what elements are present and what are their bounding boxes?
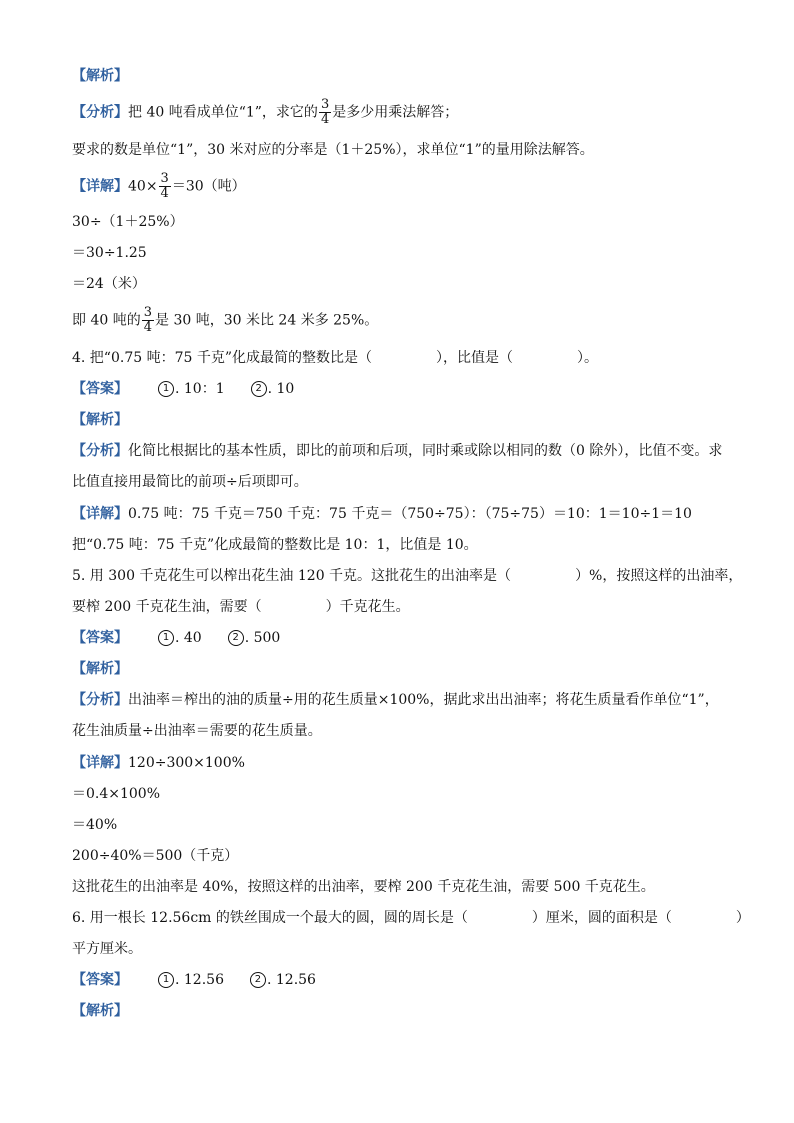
q6-question-line2: 平方厘米。 [72,941,142,957]
circled-number: 1 [158,972,174,988]
fraction: $\frac{3}{4}$ [160,171,169,201]
q5-step4: 200÷40%＝500（千克） [72,848,239,864]
circled-number: 1 [158,381,174,397]
q4-detail-line1: 【详解】0.75 吨：75 千克＝750 千克：75 千克＝（750÷75）：（75÷75）＝10：1＝10÷1＝10 [72,506,692,522]
q4-question: 4. 把“0.75 吨：75 千克”化成最简的整数比是（ ），比值是（ ）。 [72,350,599,366]
q3-analysis-line1: 【分析】把 40 吨看成单位“1”，求它的 $\frac{3}{4}$ 是多少用乘法解答； [72,97,459,127]
q5-question-line2: 要榨 200 千克花生油，需要（ ）千克花生。 [72,599,410,615]
q3-analysis-line2: 要求的数是单位“1”，30 米对应的分率是（1＋25%），求单位“1”的量用除法解答。 [72,142,594,158]
q3-jiexi-heading: 【解析】 [72,68,128,84]
q4-detail-line2: 把“0.75 吨：75 千克”化成最简的整数比是 10：1，比值是 10。 [72,537,478,553]
answer-tag: 【答案】 [72,381,128,397]
q3-step1: 30÷（1＋25%） [72,214,184,230]
detail-tag: 【详解】 [72,178,128,195]
fraction: $\frac{3}{4}$ [143,305,152,335]
q3-detail-line1: 【详解】40× $\frac{3}{4}$ ＝30（吨） [72,171,246,201]
q3-conclusion: 即 40 吨的 $\frac{3}{4}$ 是 30 吨，30 米比 24 米多 25%。 [72,305,379,335]
detail-tag: 【详解】 [72,506,128,522]
answer-tag: 【答案】 [72,630,128,646]
q5-question-line1: 5. 用 300 千克花生可以榨出花生油 120 千克。这批花生的出油率是（ ）%，按照这样的出油率， [72,568,743,584]
q5-detail-line1: 【详解】120÷300×100% [72,755,245,771]
circled-number: 1 [158,630,174,646]
q5-analysis-line2: 花生油质量÷出油率＝需要的花生质量。 [72,723,322,739]
q5-conclusion: 这批花生的出油率是 40%，按照这样的出油率，要榨 200 千克花生油，需要 500 千克花生。 [72,879,655,895]
q4-analysis-line2: 比值直接用最简比的前项÷后项即可。 [72,474,308,490]
q5-step3: ＝40% [72,817,118,833]
fraction: $\frac{3}{4}$ [320,97,330,127]
q5-answer: 【答案】 1 . 40 2 . 500 [72,630,281,646]
q5-analysis-line1: 【分析】出油率＝榨出的油的质量÷用的花生质量×100%，据此求出出油率；将花生质量看作单位“1”， [72,692,719,708]
q4-jiexi-heading: 【解析】 [72,412,128,428]
analysis-tag: 【分析】 [72,443,128,459]
circled-number: 2 [251,381,267,397]
q3-step2: ＝30÷1.25 [72,245,147,261]
circled-number: 2 [250,972,266,988]
detail-tag: 【详解】 [72,755,128,771]
q3-step3: ＝24（米） [72,276,146,292]
q6-answer: 【答案】 1 . 12.56 2 . 12.56 [72,972,316,988]
circled-number: 2 [228,630,244,646]
answer-tag: 【答案】 [72,972,128,988]
analysis-tag: 【分析】 [72,692,128,708]
q4-answer: 【答案】 1 . 10：1 2 . 10 [72,381,295,397]
analysis-tag: 【分析】 [72,104,128,121]
q6-jiexi-heading: 【解析】 [72,1003,128,1019]
q4-analysis-line1: 【分析】化简比根据比的基本性质，即比的前项和后项，同时乘或除以相同的数（0 除外），比值不变。求 [72,443,723,459]
q5-jiexi-heading: 【解析】 [72,661,128,677]
q6-question-line1: 6. 用一根长 12.56cm 的铁丝围成一个最大的圆，圆的周长是（ ）厘米，圆的面积是（ ） [72,910,750,926]
q5-step2: ＝0.4×100% [72,786,161,802]
